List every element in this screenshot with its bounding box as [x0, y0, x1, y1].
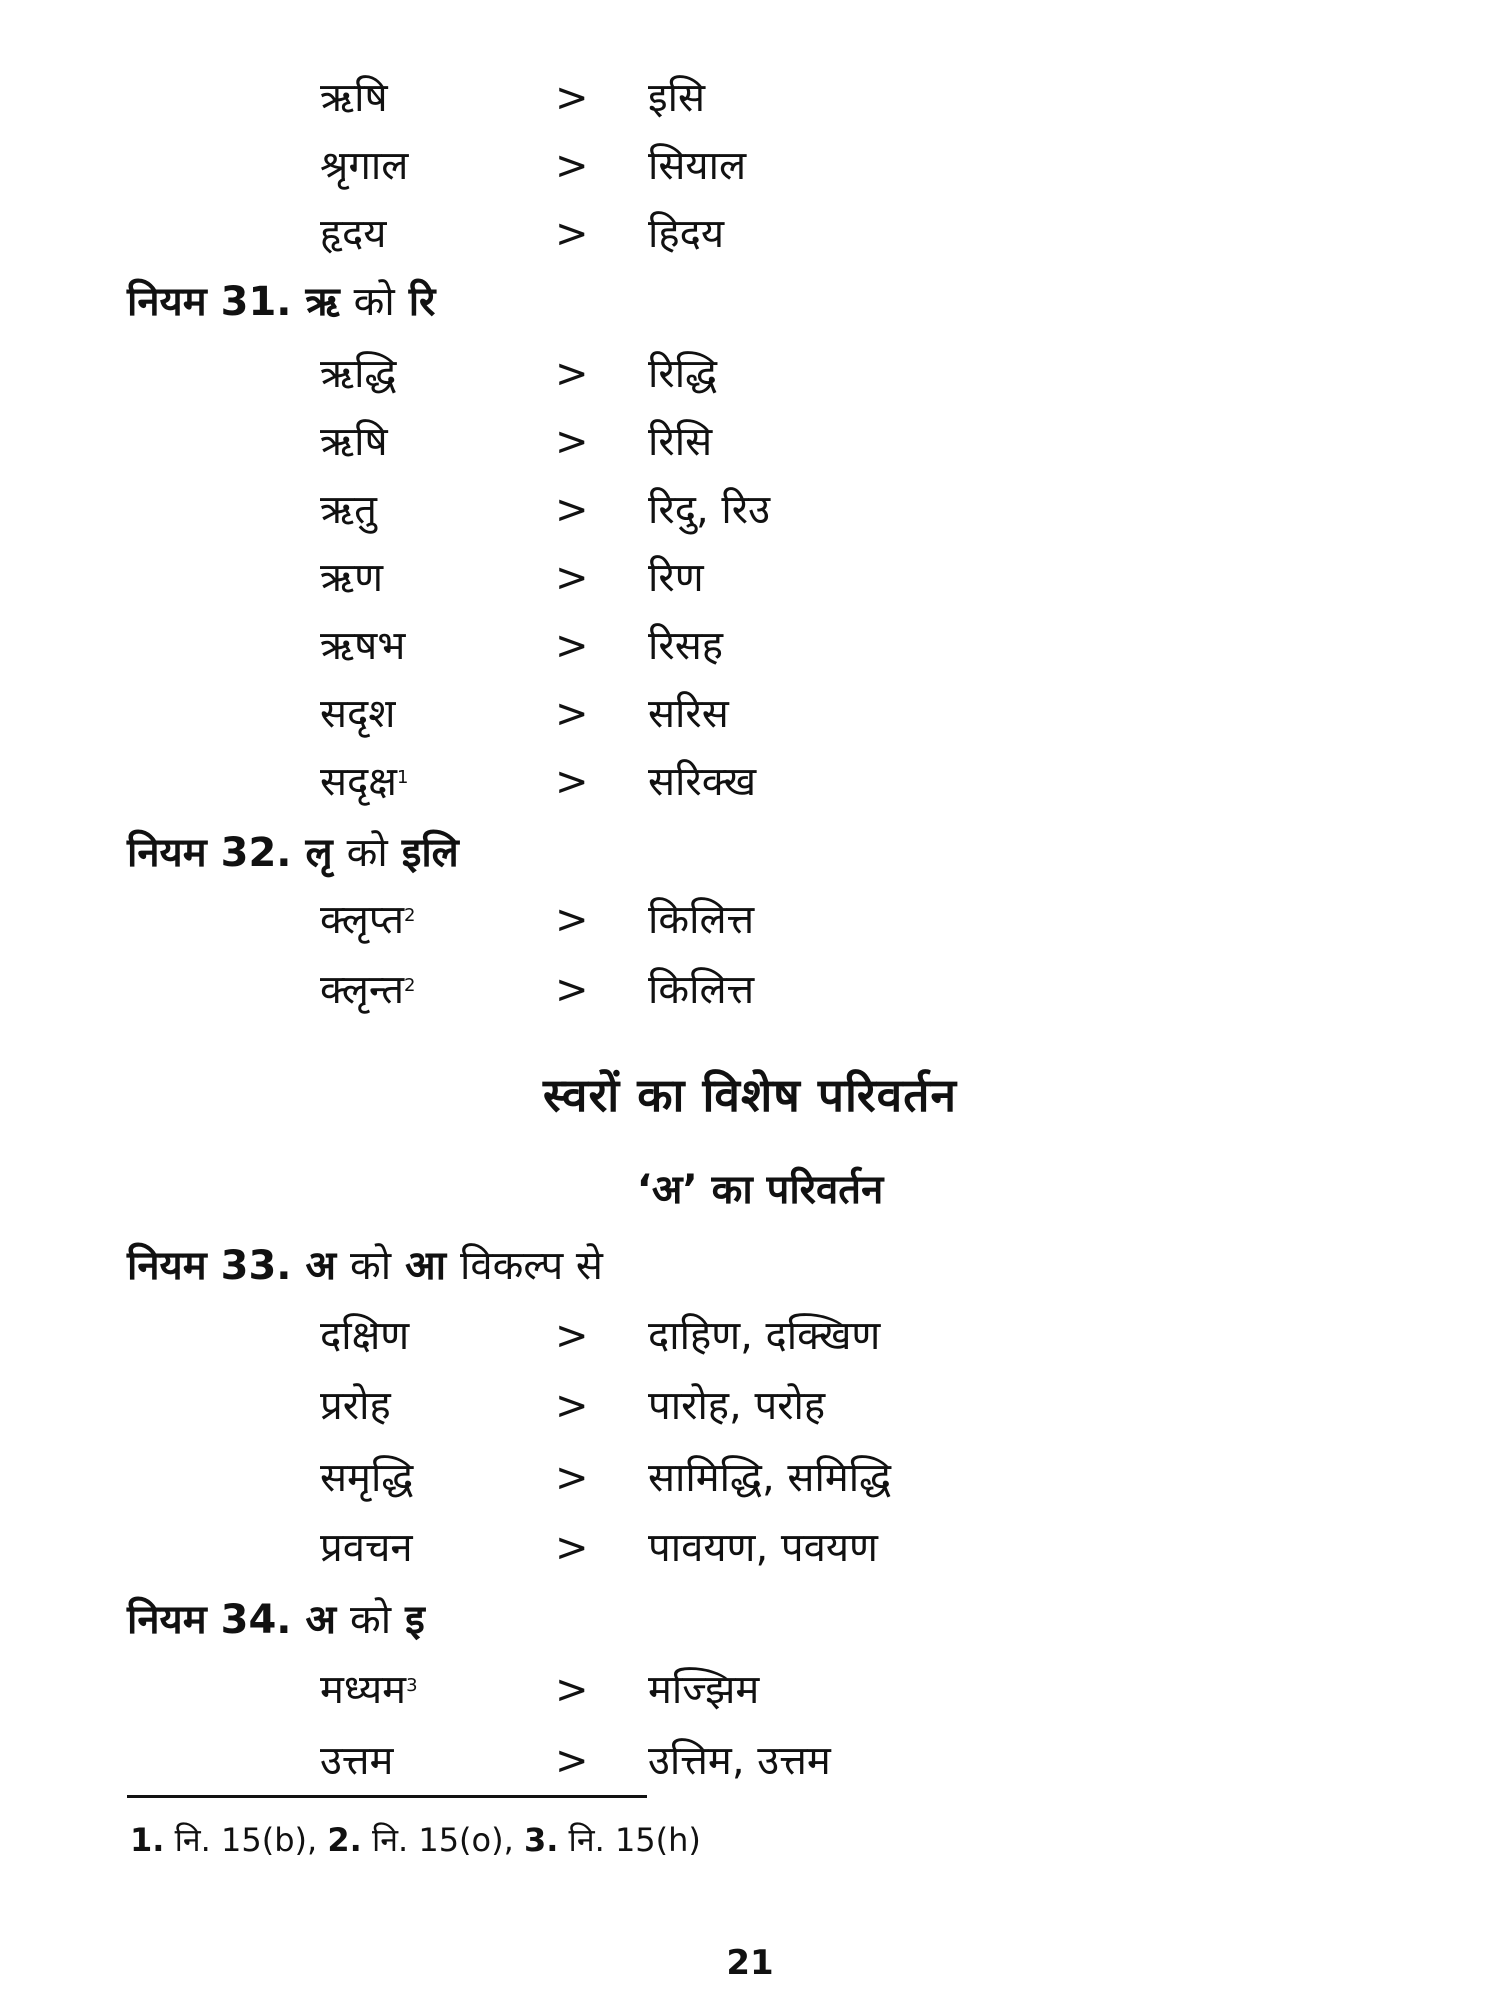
subsection-title: ‘अ’ का परिवर्तन: [636, 1167, 884, 1213]
source-word: ऋषि: [320, 75, 388, 121]
derived-word: पावयण, पवयण: [648, 1525, 878, 1571]
derived-word: उत्तिम, उत्तम: [648, 1738, 831, 1784]
source-word: ऋषभ: [320, 623, 406, 669]
source-word: ऋण: [320, 555, 384, 601]
rule-32-heading: [127, 823, 459, 883]
footnote-text: नि. 15(h): [568, 1821, 701, 1859]
rule-number: नियम 34.: [127, 1597, 292, 1643]
rule-to: इ: [405, 1597, 425, 1643]
rule-to: आ: [405, 1243, 447, 1289]
derivation-arrow: >: [555, 419, 589, 465]
derivation-arrow: >: [555, 555, 589, 601]
derivation-arrow: >: [555, 897, 589, 943]
rule-from: ऋ: [305, 279, 340, 325]
source-text: क्लृप्त: [320, 897, 405, 943]
derived-word: रिसि: [648, 419, 713, 465]
source-word: हृदय: [320, 211, 387, 257]
rule-number: नियम 32.: [127, 830, 292, 876]
source-word: [320, 754, 408, 810]
source-word: प्ररोह: [320, 1383, 391, 1429]
footnote-number: 3.: [523, 1821, 559, 1859]
derivation-arrow: >: [555, 1383, 589, 1429]
derivation-arrow: >: [555, 691, 589, 737]
rule-connector: को: [346, 830, 388, 876]
derivation-arrow: >: [555, 1738, 589, 1784]
footnote-divider: [127, 1795, 647, 1798]
derived-word: सरिस: [648, 691, 729, 737]
source-word: ऋतु: [320, 487, 377, 533]
derived-word: रिसह: [648, 623, 723, 669]
rule-note: विकल्प से: [460, 1243, 603, 1289]
derivation-arrow: >: [555, 759, 589, 805]
rule-connector: को: [353, 279, 395, 325]
source-text: सदृक्ष: [320, 759, 397, 805]
rule-from: अ: [305, 1243, 337, 1289]
page-number: 21: [726, 1943, 774, 1983]
derivation-arrow: >: [555, 1313, 589, 1359]
footnote-ref: 3: [406, 1675, 418, 1696]
footnotes: [130, 1815, 701, 1865]
source-text: क्लृन्त: [320, 967, 405, 1013]
derived-word: किलित्त: [648, 897, 755, 943]
derived-word: रिद्धि: [648, 351, 718, 397]
source-word: प्रवचन: [320, 1525, 413, 1571]
derived-word: सरिक्ख: [648, 759, 757, 805]
source-word: सदृश: [320, 691, 396, 737]
source-word: समृद्धि: [320, 1455, 414, 1501]
derivation-arrow: >: [555, 487, 589, 533]
derived-word: रिदु, रिउ: [648, 487, 771, 533]
source-word: [320, 1662, 418, 1718]
source-word: [320, 892, 416, 948]
rule-number: नियम 31.: [127, 279, 292, 325]
section-title: स्वरों का विशेष परिवर्तन: [542, 1068, 958, 1122]
source-word: ऋषि: [320, 419, 388, 465]
rule-to: इलि: [401, 830, 459, 876]
derivation-arrow: >: [555, 211, 589, 257]
derivation-arrow: >: [555, 75, 589, 121]
rule-33-heading: [127, 1236, 603, 1296]
rule-from: अ: [305, 1597, 337, 1643]
footnote-number: 1.: [130, 1821, 165, 1859]
derivation-arrow: >: [555, 1667, 589, 1713]
source-word: उत्तम: [320, 1738, 394, 1784]
derived-word: किलित्त: [648, 967, 755, 1013]
derived-word: इसि: [648, 75, 706, 121]
rule-number: नियम 33.: [127, 1243, 292, 1289]
footnote-ref: 2: [404, 905, 416, 926]
source-word: ऋद्धि: [320, 351, 397, 397]
derived-word: रिण: [648, 555, 704, 601]
rule-31-heading: [127, 272, 435, 332]
rule-connector: को: [350, 1597, 392, 1643]
footnote-text: नि. 15(b),: [174, 1821, 318, 1859]
derived-word: मज्झिम: [648, 1667, 760, 1713]
footnote-ref: 1: [396, 767, 409, 788]
derived-word: सियाल: [648, 143, 747, 189]
derivation-arrow: >: [555, 143, 589, 189]
source-word: दक्षिण: [320, 1313, 410, 1359]
derived-word: पारोह, परोह: [648, 1383, 826, 1429]
derived-word: हिदय: [648, 211, 725, 257]
derivation-arrow: >: [555, 351, 589, 397]
derivation-arrow: >: [555, 1525, 589, 1571]
derived-word: दाहिण, दक्खिण: [648, 1313, 881, 1359]
derivation-arrow: >: [555, 623, 589, 669]
derivation-arrow: >: [555, 967, 589, 1013]
rule-connector: को: [350, 1243, 392, 1289]
source-text: मध्यम: [320, 1667, 407, 1713]
footnote-text: नि. 15(o),: [371, 1821, 514, 1859]
rule-to: रि: [408, 279, 436, 325]
derivation-arrow: >: [555, 1455, 589, 1501]
rule-from: लृ: [305, 830, 333, 876]
source-word: [320, 962, 416, 1018]
footnote-number: 2.: [327, 1821, 362, 1859]
rule-34-heading: [127, 1590, 425, 1650]
source-word: श्रृगाल: [320, 143, 409, 189]
footnote-ref: 2: [404, 975, 416, 996]
derived-word: सामिद्धि, समिद्धि: [648, 1455, 892, 1501]
